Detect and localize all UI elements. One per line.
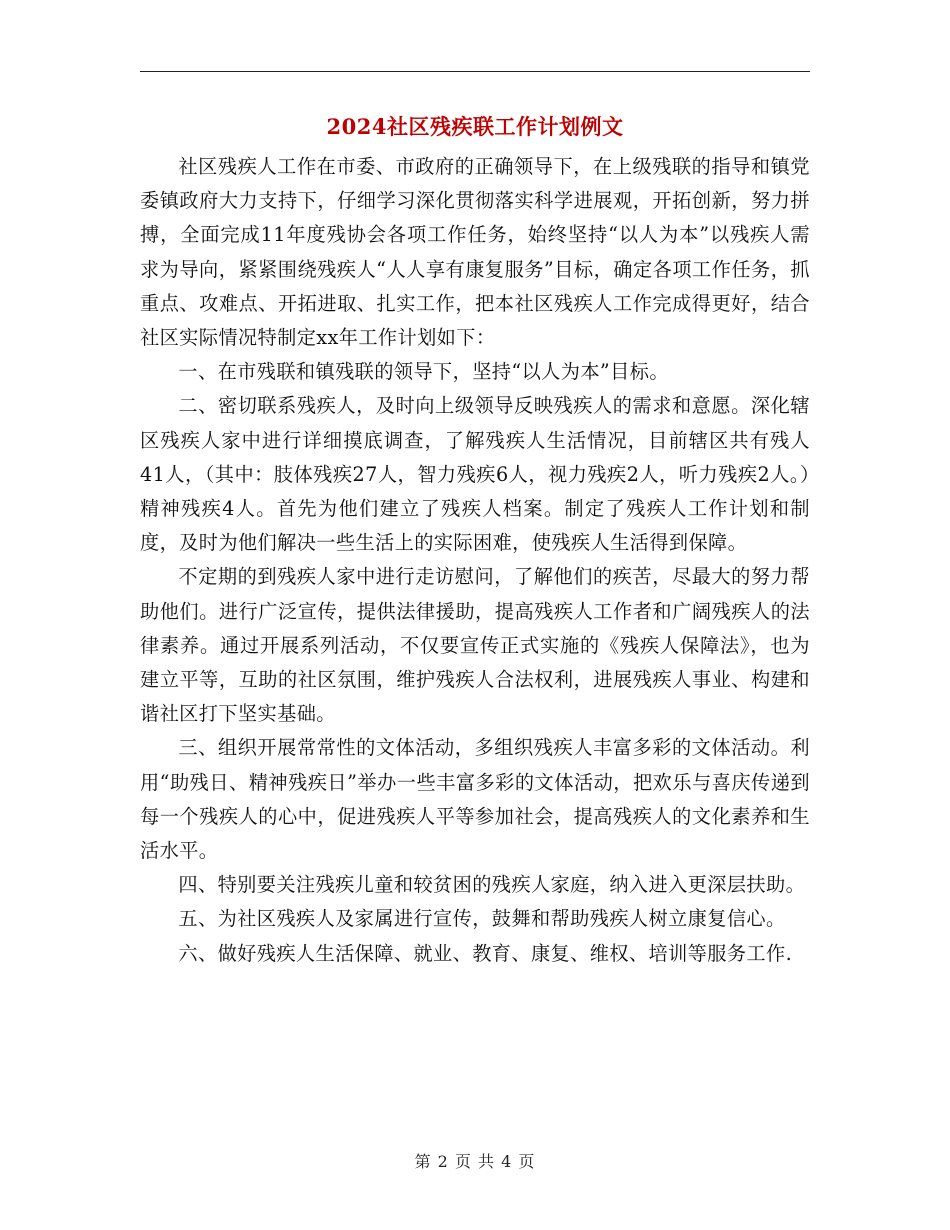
header-rule <box>140 71 810 72</box>
paragraph-item-6: 六、做好残疾人生活保障、就业、教育、康复、维权、培训等服务工作. <box>178 941 793 965</box>
page-footer: 第 2 页 共 4 页 <box>414 1152 536 1171</box>
paragraph-intro: 社区残疾人工作在市委、市政府的正确领导下，在上级残联的指导和镇党委镇政府大力支持下，仔细学习深化贯彻落实科学进展观，开拓创新，努力拼搏，全面完成11年度残协会各项工作任务，始终坚持“以人为本”以残疾人需求为导向，紧紧围绕残疾人“人人享有康复服务”目标，确定各项工作任务，抓重点、攻难点、开拓进取、扎实工作，把本社区残疾人工作完成得更好，结合社区实际情况特制定xx年工作计划如下： <box>140 155 810 350</box>
paragraph-visits: 不定期的到残疾人家中进行走访慰问，了解他们的疾苦，尽最大的努力帮助他们。进行广泛宣传，提供法律援助，提高残疾人工作者和广阔残疾人的法律素养。通过开展系列活动，不仅要宣传正式实施的《残疾人保障法》，也为建立平等，互助的社区氛围，维护残疾人合法权利，进展残疾人事业、构建和谐社区打下坚实基础。 <box>140 565 810 726</box>
paragraph-item-4: 四、特别要关注残疾儿童和较贫困的残疾人家庭，纳入进入更深层扶助。 <box>178 873 806 897</box>
document-body <box>140 150 810 971</box>
paragraph-item-3: 三、组织开展常常性的文体活动，多组织残疾人丰富多彩的文体活动。利用“助残日、精神残疾日”举办一些丰富多彩的文体活动，把欢乐与喜庆传递到每一个残疾人的心中，促进残疾人平等参加社会，提高残疾人的文化素养和生活水平。 <box>140 736 810 863</box>
document-title: 2024社区残疾联工作计划例文 <box>326 114 624 139</box>
paragraph-item-1: 一、在市残联和镇残联的领导下，坚持“以人为本”目标。 <box>178 360 669 384</box>
paragraph-item-2: 二、密切联系残疾人，及时向上级领导反映残疾人的需求和意愿。深化辖区残疾人家中进行详细摸底调查，了解残疾人生活情况，目前辖区共有残人41人，（其中：肢体残疾27人，智力残疾6人，视力残疾2人，听力残疾2人。）精神残疾4人。首先为他们建立了残疾人档案。制定了残疾人工作计划和制度，及时为他们解决一些生活上的实际困难，使残疾人生活得到保障。 <box>140 394 810 555</box>
paragraph-item-5: 五、为社区残疾人及家属进行宣传，鼓舞和帮助残疾人树立康复信心。 <box>178 907 786 931</box>
